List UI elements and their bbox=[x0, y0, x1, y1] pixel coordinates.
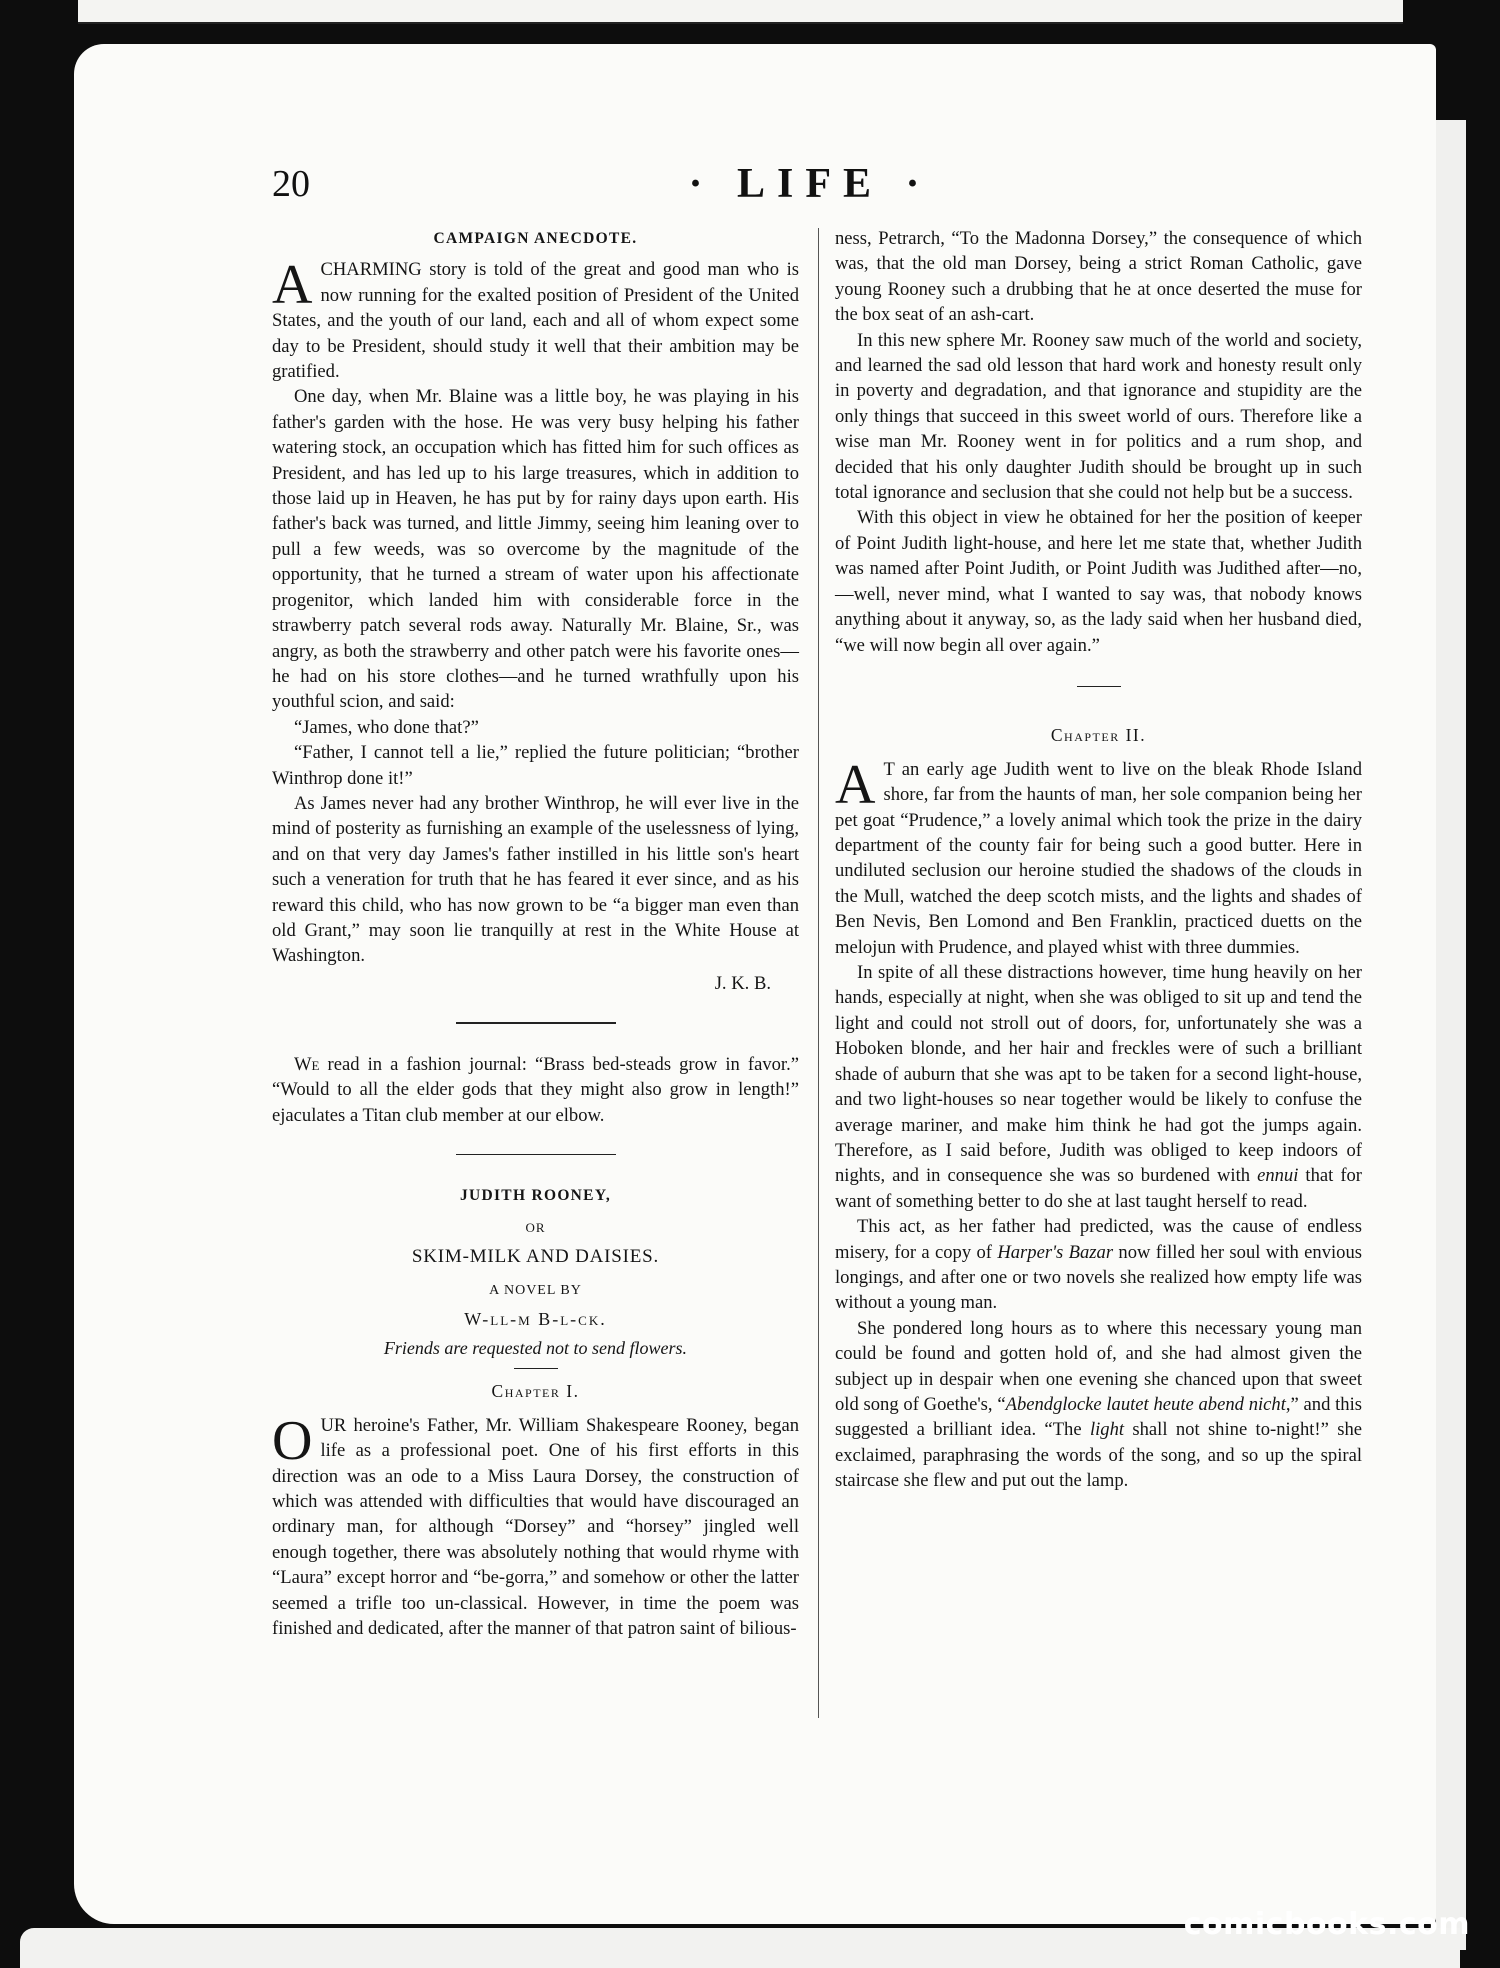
chapter-1-paragraph-3: With this object in view he obtained for her the position of keeper of Point Judith light-house, and here let me state that, whether Judith was named after Point Judith, or Point Judith was Judithed after—no,—well, never mind, what I wanted to say was, that nobody knows anything about it anyway, so, as the lady said when her husband died, “we will now begin all over again.” bbox=[835, 507, 1362, 656]
dropcap-a2: A bbox=[835, 753, 876, 816]
fashion-paragraph: We read in a fashion journal: “Brass bed-steads grow in favor.” “Would to all the elder gods that they might also grow in length!” ejaculates a Titan club member at our elbow. bbox=[272, 1053, 799, 1126]
section-divider bbox=[456, 1154, 616, 1156]
chapter-2-paragraph-4: She pondered long hours as to where this necessary young man could be found and gotten hold of, and she had almost given the subject up in despair when one evening she chanced upon that sweet old song of Goethe's, “Abendglocke lautet heute abend nicht,” and this suggested a brilliant idea. “The light shall not shine to-night!” she exclaimed, paraphrasing the words of the song, and so up the spiral staircase she flew and put out the lamp. bbox=[835, 1317, 1363, 1492]
chapter-2-paragraph-1: A T an early age Judith went to live on the bleak Rhode Island shore, far from the haunts of man, her sole companion being her pet goat “Prudence,” a lovely animal which took the prize in the dairy department of the county fair for being such a good butter. Here in undiluted seclusion our heroine studied the shadows of the clouds in the Mull, watched the deep scotch mists, and the lights and shades of Ben Nevis, Ben Lomond and Ben Franklin, practiced duetts on the melojun with Prudence, and played whist with three dummies. bbox=[835, 753, 1362, 958]
right-column bbox=[835, 226, 1362, 1494]
left-column bbox=[272, 226, 799, 1641]
campaign-paragraph-3: “James, who done that?” bbox=[294, 716, 479, 738]
dropcap-o: O bbox=[272, 1409, 313, 1472]
campaign-paragraph-2: One day, when Mr. Blaine was a little boy, he was playing in his father's garden with the hose. He was very busy helping his father watering stock, an occupation which has fitted him for such offices as President, and has led up to his large treasures, which in addition to those laid up in Heaven, he has put by for rainy days upon earth. His father's back was turned, and little Jimmy, seeing him leaning over to pull a few weeds, was so overcome by the magnitude of the opportunity, that he turned a stream of water upon his affectionate progenitor, which landed him with considerable force in the strawberry patch several rods away. Naturally Mr. Blaine, Sr., was angry, as both the strawberry and other patch were his favorite ones—he had on his store clothes—and he turned wrathfully upon his youthful scion, and said: bbox=[272, 386, 799, 713]
top-page-edge bbox=[78, 0, 1403, 24]
campaign-paragraph-5: As James never had any brother Winthrop, he will ever live in the mind of posterity as furnishing an example of the uselessness of lying, and on that very day James's father instilled in his little son's heart such a veneration for truth that he has feared it ever since, and as his reward this child, who has now grown to be “a bigger man even than old Grant,” may soon lie tranquilly at rest in the White House at Washington. bbox=[272, 792, 799, 967]
chapter-1-paragraph-2: In this new sphere Mr. Rooney saw much of the world and society, and learned the sad old lesson that hard work and honesty result only in poverty and degradation, and that ignorance and stupidity are the only things that succeed in this sweet world of ours. Therefore like a wise man Mr. Rooney went in for politics and a rum shop, and decided that his only daughter Judith should be brought up in such total ignorance and seclusion that she could not help but be a success. bbox=[835, 329, 1362, 504]
watermark-text: comicbooks.com bbox=[1183, 1907, 1470, 1942]
chapter-2-paragraph-2: In spite of all these distractions however, time hung heavily on her hands, especially at night, when she was obliged to sit up and tend the light and could not stroll out of doors, for, unfortunately she was a Hoboken blonde, and her hair and freckles were of such a brilliant shade of auburn that she was apt to be taken for a second light-house, and two light-houses so near together would be likely to confuse the average mariner, and make him think he had got the jumps again. Therefore, as I said before, Judith was obliged to keep indoors of nights, and in consequence she was so burdened with ennui that for want of something better to do she at last taught herself to read. bbox=[835, 962, 1362, 1212]
section-divider bbox=[456, 1022, 616, 1024]
section-divider bbox=[1077, 686, 1121, 688]
chapter-1-continuation: ness, Petrarch, “To the Madonna Dorsey,” the consequence of which was, that the old man Dorsey, being a strict Roman Catholic, gave young Rooney such a drubbing that he at once deserted the muse for the box seat of an ash-cart. bbox=[835, 228, 1362, 326]
campaign-signature: J. K. B. bbox=[714, 972, 771, 994]
novel-or: OR bbox=[525, 1219, 546, 1235]
campaign-paragraph-4: “Father, I cannot tell a lie,” replied the future politician; “brother Winthrop done it!” bbox=[272, 742, 799, 789]
column-divider bbox=[818, 228, 819, 1718]
masthead-title: · LIFE · bbox=[688, 161, 932, 207]
novel-title: JUDITH ROONEY, bbox=[459, 1187, 612, 1205]
novel-subtitle: SKIM-MILK AND DAISIES. bbox=[411, 1246, 660, 1268]
novel-by-line: A NOVEL BY bbox=[489, 1282, 582, 1298]
novel-note: Friends are requested not to send flowers. bbox=[383, 1338, 688, 1359]
dropcap-a: A bbox=[272, 254, 313, 317]
next-page-edge bbox=[1436, 120, 1466, 1950]
section-divider bbox=[514, 1368, 558, 1370]
chapter-1-heading: Chapter I. bbox=[491, 1381, 580, 1402]
campaign-heading: CAMPAIGN ANECDOTE. bbox=[433, 230, 638, 247]
campaign-paragraph-1: A CHARMING story is told of the great and good man who is now running for the exalted position of President of the United States, and the youth of our land, each and all of whom expect some day to be President, should study it well that their ambition may be gratified. bbox=[272, 254, 799, 383]
page-number: 20 bbox=[272, 163, 310, 205]
chapter-2-paragraph-3: This act, as her father had predicted, was the cause of endless misery, for a copy of Harper's Bazar now filled her soul with envious longings, and after one or two novels she realized how empty life was without a young man. bbox=[835, 1216, 1363, 1314]
novel-author: W-ll-m B-l-ck. bbox=[464, 1309, 607, 1330]
chapter-2-heading: Chapter II. bbox=[1050, 725, 1147, 746]
chapter-1-paragraph-1: OUR heroine's Father, Mr. William Shakespeare Rooney, began life as a professional poet. One of his first efforts in this direction was an ode to a Miss Laura Dorsey, the construction of which was attended with difficulties that would have discouraged an ordinary man, for although “Dorsey” and “horsey” jingled well enough together, there was absolutely nothing that would rhyme with “Laura” except horror and “be-gorra,” and somehow or other the latter seemed a trifle too un-classical. However, in time the poem was finished and dedicated, after the manner of that patron saint of bilious- bbox=[272, 1409, 799, 1639]
